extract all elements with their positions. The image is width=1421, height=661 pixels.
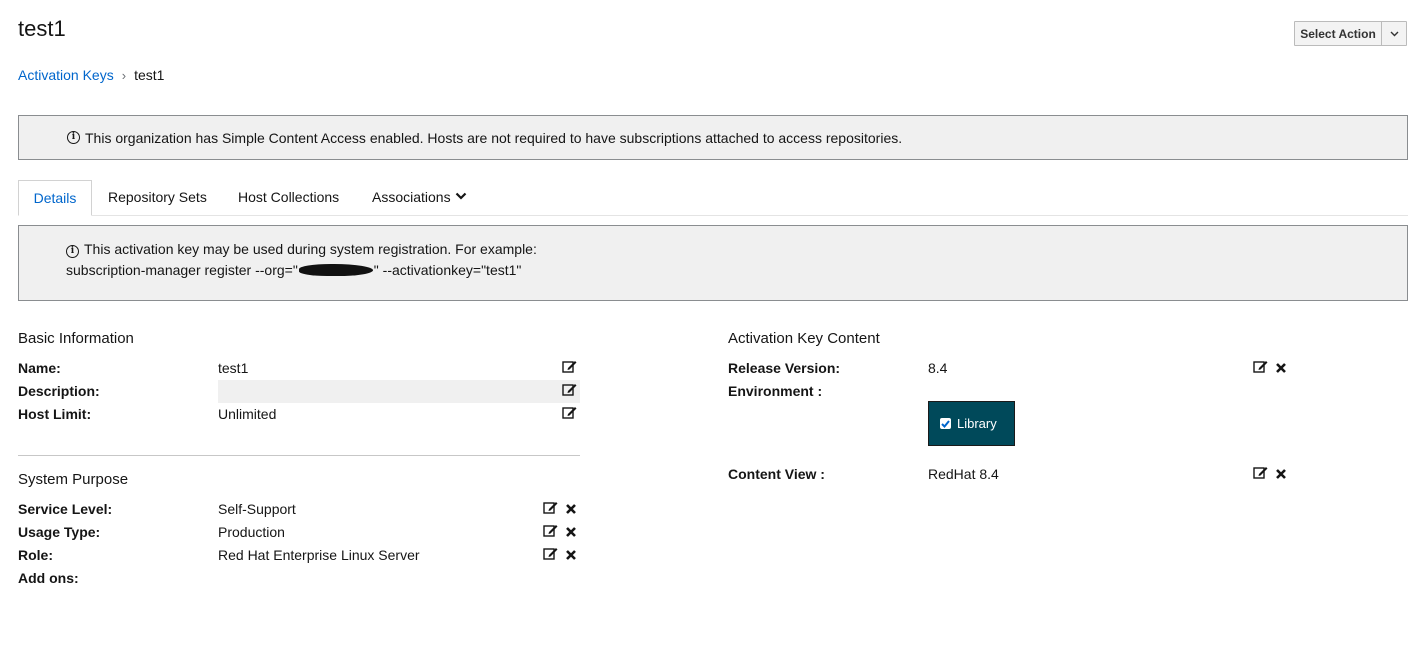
select-action-label[interactable]: Select Action (1295, 22, 1382, 45)
chevron-down-icon (455, 191, 467, 203)
usage-type-label: Usage Type: (18, 524, 101, 540)
edit-icon[interactable] (562, 383, 577, 397)
edit-icon[interactable] (562, 406, 577, 420)
caret-down-icon[interactable] (1382, 22, 1406, 45)
basic-information-heading: Basic Information (18, 330, 134, 347)
service-level-value: Self-Support (218, 501, 296, 517)
role-value: Red Hat Enterprise Linux Server (218, 547, 420, 563)
edit-icon[interactable] (1253, 466, 1268, 480)
release-version-label: Release Version: (728, 360, 841, 376)
description-field[interactable] (218, 380, 580, 403)
breadcrumb (18, 67, 164, 83)
host-limit-value: Unlimited (218, 406, 277, 422)
service-level-label: Service Level: (18, 501, 113, 517)
section-divider (18, 455, 580, 456)
edit-icon[interactable] (1253, 360, 1268, 374)
checkbox-checked-icon[interactable] (940, 418, 951, 429)
environment-library-option[interactable] (928, 401, 1015, 446)
info-icon: i (67, 131, 80, 144)
redaction-mark (299, 264, 373, 276)
system-purpose-heading: System Purpose (18, 471, 129, 488)
info-icon: i (66, 245, 79, 258)
tab-associations[interactable] (372, 180, 467, 214)
select-action-button[interactable] (1294, 21, 1407, 46)
name-value: test1 (218, 360, 249, 376)
environment-value: Library (957, 416, 997, 431)
content-view-value: RedHat 8.4 (928, 466, 999, 482)
release-version-value: 8.4 (928, 360, 948, 376)
environment-label: Environment : (728, 383, 823, 399)
breadcrumb-activation-keys-link[interactable]: Activation Keys (18, 67, 114, 83)
registration-alert-line1: This activation key may be used during system registration. For example: (84, 241, 537, 257)
sca-alert (18, 115, 1408, 160)
clear-icon[interactable] (565, 502, 577, 514)
clear-icon[interactable] (1275, 467, 1287, 479)
edit-icon[interactable] (543, 501, 558, 515)
registration-command-prefix: subscription-manager register --org=" (66, 262, 298, 278)
page-title: test1 (18, 16, 66, 41)
registration-alert (18, 225, 1408, 301)
clear-icon[interactable] (565, 548, 577, 560)
sca-alert-text: This organization has Simple Content Access enabled. Hosts are not required to have subscriptions attached to access repositories. (85, 129, 903, 146)
tab-repository-sets[interactable]: Repository Sets (108, 189, 207, 205)
tab-host-collections[interactable]: Host Collections (238, 189, 340, 205)
content-view-label: Content View : (728, 466, 825, 482)
edit-icon[interactable] (543, 524, 558, 538)
edit-icon[interactable] (543, 547, 558, 561)
tab-bar (18, 180, 1408, 216)
clear-icon[interactable] (565, 525, 577, 537)
name-label: Name: (18, 360, 61, 376)
clear-icon[interactable] (1275, 361, 1287, 373)
registration-command-suffix: " --activationkey="test1" (373, 262, 522, 278)
chevron-right-icon: › (121, 67, 127, 83)
role-label: Role: (18, 547, 53, 563)
tab-details[interactable]: Details (18, 180, 92, 216)
usage-type-value: Production (218, 524, 285, 540)
breadcrumb-current: test1 (134, 67, 165, 83)
activation-key-content-heading: Activation Key Content (728, 330, 880, 347)
edit-icon[interactable] (562, 360, 577, 374)
tab-associations-label: Associations (372, 189, 451, 205)
host-limit-label: Host Limit: (18, 406, 92, 422)
description-label: Description: (18, 383, 100, 399)
add-ons-label: Add ons: (18, 570, 79, 586)
